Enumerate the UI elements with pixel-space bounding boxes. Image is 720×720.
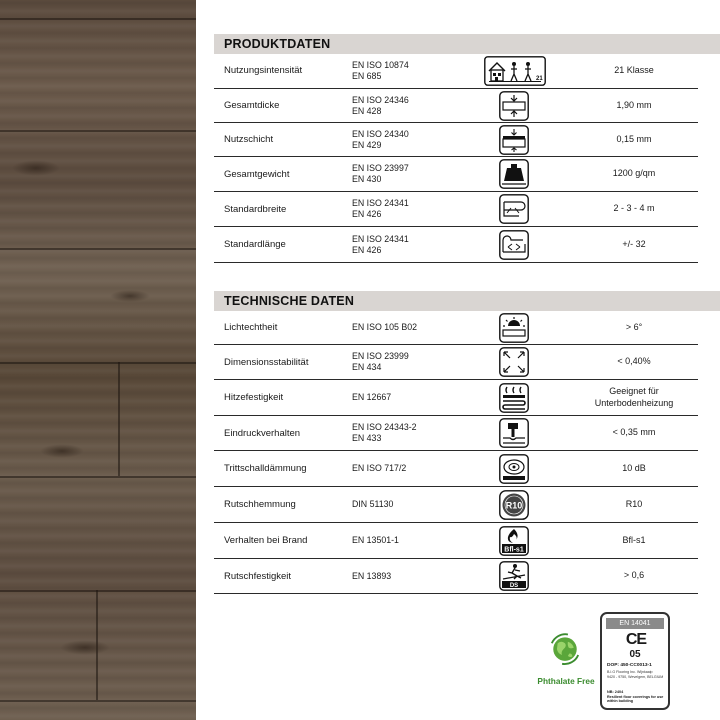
norm-line: EN 12667 — [352, 392, 392, 402]
ce-notified-body: NB: 2404 — [607, 690, 624, 694]
value-line: 0,15 mm — [616, 133, 652, 144]
value-line: Geeignet für — [609, 386, 659, 396]
row-label: Lichtechtheit — [224, 322, 278, 333]
plank-seam — [0, 362, 196, 364]
norm-line: EN ISO 24346 — [352, 94, 409, 105]
table-row — [214, 227, 698, 263]
row-value — [584, 192, 684, 226]
row-norm — [352, 451, 406, 486]
norm-line: EN 426 — [352, 244, 382, 255]
weight-icon — [499, 159, 529, 189]
row-norm — [352, 157, 409, 191]
roll-length-icon — [499, 230, 529, 260]
row-norm — [352, 227, 409, 262]
row-value — [584, 157, 684, 191]
usage-class-number: 21 — [536, 75, 543, 82]
r10-text: R10 — [505, 500, 523, 510]
row-label: Dimensionsstabilität — [224, 356, 309, 368]
row-norm — [352, 416, 417, 450]
norm-line: EN 434 — [352, 362, 382, 372]
ce-standard-label: EN 14041 — [606, 618, 664, 629]
table-row — [214, 380, 698, 416]
row-value — [584, 380, 684, 415]
ce-year: 05 — [629, 649, 641, 660]
row-value — [584, 345, 684, 379]
ce-maker-line: 9420 - 9750, Wevelgem, BELGIUM — [607, 675, 664, 679]
norm-line: EN ISO 24341 — [352, 233, 409, 244]
norm-line: EN 13501-1 — [352, 535, 399, 545]
ce-intended-use: Resilient floor coverings for use within building — [607, 695, 664, 704]
row-value — [584, 89, 684, 122]
row-value — [584, 311, 684, 344]
row-label: Nutzschicht — [224, 134, 274, 145]
row-norm — [352, 559, 391, 593]
row-label: Verhalten bei Brand — [224, 535, 308, 546]
plank-seam — [0, 130, 196, 132]
table-row — [214, 416, 698, 451]
row-label: Rutschfestigkeit — [224, 570, 292, 582]
norm-line: DIN 51130 — [352, 499, 394, 509]
row-norm — [352, 123, 409, 156]
norm-line: EN ISO 24343-2 — [352, 422, 417, 432]
slip-resistance-icon — [499, 561, 529, 591]
value-line: < 0,40% — [617, 356, 651, 367]
norm-line: EN ISO 717/2 — [352, 463, 407, 473]
value-line: Unterbodenheizung — [594, 397, 674, 408]
row-norm — [352, 53, 409, 88]
norm-line: EN ISO 10874 — [352, 59, 409, 70]
plank-seam — [0, 476, 196, 478]
value-line: +/- 32 — [622, 238, 646, 249]
phthalate-free-label: Phthalate Free — [537, 676, 595, 686]
wood-knot — [40, 444, 84, 458]
dimension-stability-icon — [499, 347, 529, 377]
r10-slip-icon — [499, 490, 529, 520]
norm-line: EN 685 — [352, 70, 382, 81]
row-value — [584, 559, 684, 593]
row-norm — [352, 192, 409, 226]
wood-knot — [110, 290, 150, 302]
plank-seam — [0, 18, 196, 20]
row-value — [584, 123, 684, 156]
ds-text: DS — [509, 583, 519, 589]
wood-texture-sample — [0, 0, 196, 720]
row-label: Nutzungsintensität — [224, 65, 303, 76]
norm-line: EN 429 — [352, 139, 382, 150]
fire-class-icon — [499, 526, 529, 556]
row-value — [584, 227, 684, 262]
wood-knot — [12, 160, 60, 176]
row-value — [584, 53, 684, 88]
norm-line: EN 426 — [352, 209, 382, 219]
row-label: Eindruckverhalten — [224, 427, 301, 439]
table-row — [214, 523, 698, 559]
norm-line: EN ISO 24340 — [352, 128, 409, 139]
plank-seam — [0, 590, 196, 592]
norm-line: EN 433 — [352, 433, 382, 443]
value-line: < 0,35 mm — [612, 427, 656, 438]
table-row — [214, 123, 698, 157]
table-row — [214, 192, 698, 227]
table-row — [214, 53, 698, 89]
value-line: 21 Klasse — [614, 64, 654, 75]
norm-line: EN 430 — [352, 174, 382, 184]
value-line: 2 - 3 - 4 m — [613, 203, 655, 214]
plank-seam — [0, 248, 196, 250]
table-row — [214, 451, 698, 487]
row-norm — [352, 345, 409, 379]
sun-icon — [499, 313, 529, 343]
row-norm — [352, 380, 391, 415]
total-thickness-icon — [499, 91, 529, 121]
norm-line: EN ISO 23997 — [352, 163, 409, 173]
row-label: Rutschhemmung — [224, 499, 296, 510]
row-norm — [352, 311, 417, 344]
table-row — [214, 311, 698, 345]
norm-line: EN ISO 24341 — [352, 198, 409, 208]
value-line: > 6° — [625, 321, 643, 332]
ce-maker-line: B.I.G Flooring Inc. Wijnkaaip — [607, 670, 653, 674]
row-value — [584, 523, 684, 558]
norm-line: EN ISO 23999 — [352, 351, 409, 361]
underfloor-heating-icon — [499, 383, 529, 413]
value-line: 1,90 mm — [616, 99, 652, 110]
row-label: Standardlänge — [224, 239, 286, 250]
norm-line: EN 13893 — [352, 570, 392, 581]
row-value — [584, 451, 684, 486]
table-row — [214, 487, 698, 523]
value-line: Bfl-s1 — [622, 534, 646, 545]
row-label: Gesamtgewicht — [224, 168, 290, 180]
row-value — [584, 487, 684, 522]
row-norm — [352, 89, 409, 122]
row-label: Standardbreite — [224, 203, 287, 215]
wood-knot — [60, 640, 110, 655]
usage-class-icon — [484, 56, 546, 86]
table-row — [214, 345, 698, 380]
wear-layer-icon — [499, 125, 529, 155]
norm-line: EN ISO 105 B02 — [352, 322, 418, 332]
fire-class-text: Bfl-s1 — [504, 546, 524, 553]
table-row — [214, 89, 698, 123]
value-line: 10 dB — [622, 462, 646, 473]
section-heading-technische-daten: TECHNISCHE DATEN — [214, 291, 720, 311]
row-label: Hitzefestigkeit — [224, 392, 284, 403]
roll-width-icon — [499, 194, 529, 224]
ce-dop-number: DOP: 450-CC0013-1 — [607, 663, 652, 668]
row-norm — [352, 487, 393, 522]
row-label: Gesamtdicke — [224, 100, 280, 111]
plank-seam — [0, 700, 196, 702]
ce-mark-icon: CE — [625, 631, 647, 648]
row-value — [584, 416, 684, 450]
table-row — [214, 157, 698, 192]
value-line: > 0,6 — [623, 570, 645, 581]
indentation-icon — [499, 418, 529, 448]
impact-sound-icon — [499, 454, 529, 484]
row-norm — [352, 523, 399, 558]
section-heading-produktdaten: PRODUKTDATEN — [214, 34, 720, 54]
norm-line: EN 428 — [352, 105, 382, 116]
ce-certification-card — [600, 612, 670, 710]
plank-joint — [118, 362, 120, 476]
table-row — [214, 559, 698, 594]
row-label: Trittschalldämmung — [224, 463, 307, 474]
value-line: 1200 g/qm — [612, 168, 656, 179]
value-line: R10 — [625, 498, 643, 509]
